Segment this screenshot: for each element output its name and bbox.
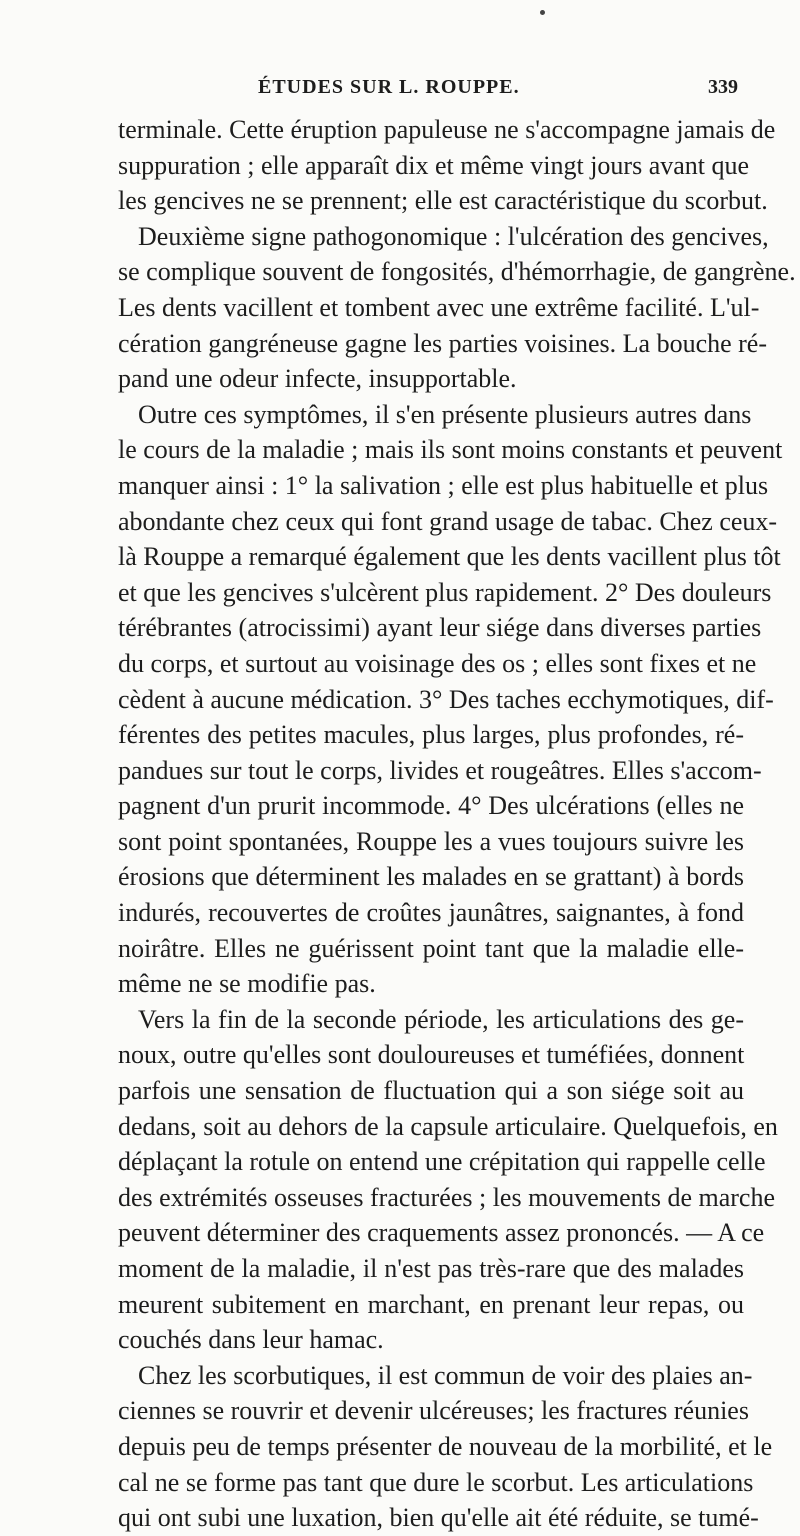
text-line: depuis peu de temps présenter de nouveau de la morbilité, et le (118, 1431, 773, 1461)
text-line: du corps, et surtout au voisinage des os ; elles sont fixes et ne (118, 648, 757, 678)
text-line: même ne se modifie pas. (118, 969, 376, 999)
page-number: 339 (708, 76, 738, 98)
text-line: et que les gencives s'ulcèrent plus rapidement. 2° Des douleurs (118, 577, 772, 607)
text-line: sont point spontanées, Rouppe les a vues toujours suivre les (118, 826, 744, 856)
text-line: dedans, soit au dehors de la capsule articulaire. Quelquefois, en (118, 1111, 778, 1141)
paragraph-2 (118, 219, 796, 397)
text-line: érosions que déterminent les malades en se grattant) à bords (118, 862, 744, 892)
text-line: cal ne se forme pas tant que dure le scorbut. Les articulations (118, 1467, 754, 1497)
paragraph-3 (118, 397, 783, 1002)
text-line: Outre ces symptômes, il s'en présente plusieurs autres dans (138, 399, 752, 429)
text-line: cèdent à aucune médication. 3° Des taches ecchymotiques, dif- (118, 684, 774, 714)
text-line: suppuration ; elle apparaît dix et même vingt jours avant que (118, 150, 750, 180)
text-line: se complique souvent de fongosités, d'hémorrhagie, de gangrène. (118, 257, 796, 287)
text-line: Vers la fin de la seconde période, les articulations des ge- (138, 1004, 744, 1034)
text-line: moment de la maladie, il n'est pas très-rare que des malades (118, 1254, 744, 1283)
text-line: manquer ainsi : 1° la salivation ; elle est plus habituelle et plus (118, 470, 769, 500)
text-line: pagnent d'un prurit incommode. 4° Des ulcérations (elles ne (118, 791, 744, 821)
text-line: des extrémités osseuses fracturées ; les mouvements de marche (118, 1182, 775, 1212)
text-line: ciennes se rouvrir et devenir ulcéreuses; les fractures réunies (118, 1396, 749, 1426)
text-line: pandues sur tout le corps, livides et rougeâtres. Elles s'accom- (118, 755, 762, 785)
text-line: terminale. Cette éruption papuleuse ne s'accompagne jamais de (118, 115, 776, 144)
text-line: les gencives ne se prennent; elle est caractéristique du scorbut. (118, 186, 768, 216)
paragraph-1 (118, 112, 776, 219)
text-line: Les dents vacillent et tombent avec une extrême facilité. L'ul- (118, 292, 760, 322)
text-line: meurent subitement en marchant, en prenant leur repas, ou (118, 1289, 744, 1319)
page-header (118, 70, 744, 106)
text-line: Deuxième signe pathogonomique : l'ulcération des gencives, (138, 221, 769, 251)
text-line: parfois une sensation de fluctuation qui a son siége soit au (118, 1076, 744, 1106)
text-line: férentes des petites macules, plus larges, plus profondes, ré- (118, 720, 744, 750)
text-line: abondante chez ceux qui font grand usage de tabac. Chez ceux- (118, 506, 778, 536)
text-line: térébrantes (atrocissimi) ayant leur siége dans diverses parties (118, 613, 762, 643)
text-line: qui ont subi une luxation, bien qu'elle ait été réduite, se tumé- (118, 1503, 759, 1533)
text-line: noux, outre qu'elles sont douloureuses et tuméfiées, donnent (118, 1040, 745, 1070)
text-line: indurés, recouvertes de croûtes jaunâtres, saignantes, à fond (118, 898, 744, 928)
text-line: noirâtre. Elles ne guérissent point tant que la maladie elle- (118, 933, 744, 963)
paragraph-5 (118, 1358, 773, 1536)
text-line: peuvent déterminer des craquements assez prononcés. — A ce (118, 1218, 765, 1248)
text-line: pand une odeur infecte, insupportable. (118, 364, 517, 394)
text-line: déplaçant la rotule on entend une crépitation qui rappelle celle (118, 1147, 766, 1177)
text-line: Chez les scorbutiques, il est commun de voir des plaies an- (138, 1360, 753, 1390)
paragraph-4 (118, 1002, 778, 1358)
text-line: là Rouppe a remarqué également que les dents vacillent plus tôt (118, 542, 781, 572)
text-line: le cours de la maladie ; mais ils sont moins constants et peuvent (118, 435, 783, 465)
text-line: cération gangréneuse gagne les parties voisines. La bouche ré- (118, 328, 768, 358)
text-line: couchés dans leur hamac. (118, 1325, 384, 1355)
body-text (118, 112, 796, 1536)
running-title: ÉTUDES SUR L. ROUPPE. (258, 76, 520, 98)
ink-speck (540, 10, 545, 15)
